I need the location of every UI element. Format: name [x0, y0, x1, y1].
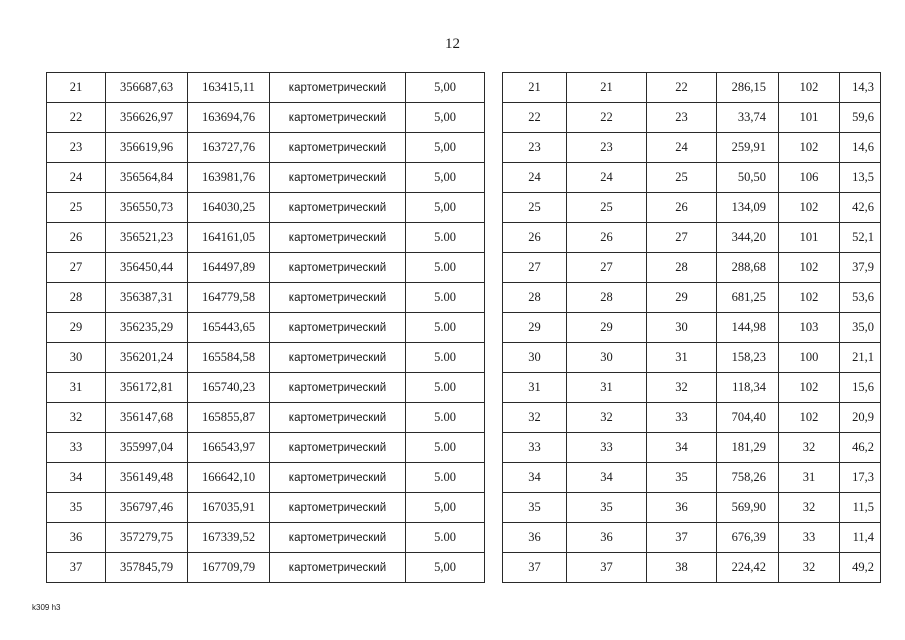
- y-coordinate-cell: 167035,91: [188, 493, 270, 523]
- length-cell: 704,40: [717, 403, 779, 433]
- value-cell: 13,5: [840, 163, 881, 193]
- value-cell: 53,6: [840, 283, 881, 313]
- point-number-cell: 37: [47, 553, 106, 583]
- y-coordinate-cell: 165740,23: [188, 373, 270, 403]
- method-cell: картометрический: [270, 433, 406, 463]
- point-number-cell: 35: [47, 493, 106, 523]
- code-cell: 106: [779, 163, 840, 193]
- to-point-cell: 27: [647, 223, 717, 253]
- accuracy-cell: 5,00: [406, 193, 485, 223]
- length-cell: 118,34: [717, 373, 779, 403]
- table-row: [503, 403, 881, 433]
- accuracy-cell: 5,00: [406, 163, 485, 193]
- from-point-cell: 23: [567, 133, 647, 163]
- method-cell: картометрический: [270, 373, 406, 403]
- method-cell: картометрический: [270, 523, 406, 553]
- accuracy-cell: 5.00: [406, 463, 485, 493]
- y-coordinate-cell: 163415,11: [188, 73, 270, 103]
- table-row: [503, 553, 881, 583]
- method-cell: картометрический: [270, 463, 406, 493]
- table-row: [47, 553, 485, 583]
- table-row: [503, 343, 881, 373]
- method-cell: картометрический: [270, 73, 406, 103]
- point-number-cell: 25: [47, 193, 106, 223]
- value-cell: 42,6: [840, 193, 881, 223]
- from-point-cell: 24: [567, 163, 647, 193]
- accuracy-cell: 5.00: [406, 433, 485, 463]
- accuracy-cell: 5.00: [406, 343, 485, 373]
- x-coordinate-cell: 356687,63: [106, 73, 188, 103]
- from-point-cell: 33: [567, 433, 647, 463]
- to-point-cell: 31: [647, 343, 717, 373]
- method-cell: картометрический: [270, 493, 406, 523]
- point-number-cell: 26: [47, 223, 106, 253]
- point-number-cell: 22: [47, 103, 106, 133]
- length-cell: 288,68: [717, 253, 779, 283]
- segment-number-cell: 23: [503, 133, 567, 163]
- point-number-cell: 21: [47, 73, 106, 103]
- segment-number-cell: 34: [503, 463, 567, 493]
- y-coordinate-cell: 164161,05: [188, 223, 270, 253]
- x-coordinate-cell: 356564,84: [106, 163, 188, 193]
- length-cell: 224,42: [717, 553, 779, 583]
- x-coordinate-cell: 356387,31: [106, 283, 188, 313]
- method-cell: картометрический: [270, 283, 406, 313]
- value-cell: 59,6: [840, 103, 881, 133]
- segment-number-cell: 32: [503, 403, 567, 433]
- x-coordinate-cell: 356147,68: [106, 403, 188, 433]
- length-cell: 181,29: [717, 433, 779, 463]
- from-point-cell: 31: [567, 373, 647, 403]
- code-cell: 102: [779, 133, 840, 163]
- table-row: [47, 403, 485, 433]
- table-row: [47, 223, 485, 253]
- segments-table: [502, 72, 881, 583]
- x-coordinate-cell: 356149,48: [106, 463, 188, 493]
- to-point-cell: 33: [647, 403, 717, 433]
- table-row: [47, 523, 485, 553]
- point-number-cell: 36: [47, 523, 106, 553]
- from-point-cell: 22: [567, 103, 647, 133]
- code-cell: 103: [779, 313, 840, 343]
- method-cell: картометрический: [270, 343, 406, 373]
- x-coordinate-cell: 356619,96: [106, 133, 188, 163]
- y-coordinate-cell: 167339,52: [188, 523, 270, 553]
- length-cell: 134,09: [717, 193, 779, 223]
- point-number-cell: 27: [47, 253, 106, 283]
- table-row: [503, 223, 881, 253]
- from-point-cell: 35: [567, 493, 647, 523]
- point-number-cell: 31: [47, 373, 106, 403]
- accuracy-cell: 5.00: [406, 253, 485, 283]
- table-row: [47, 313, 485, 343]
- accuracy-cell: 5.00: [406, 523, 485, 553]
- code-cell: 102: [779, 73, 840, 103]
- value-cell: 14,6: [840, 133, 881, 163]
- from-point-cell: 32: [567, 403, 647, 433]
- table-row: [503, 313, 881, 343]
- value-cell: 49,2: [840, 553, 881, 583]
- point-number-cell: 34: [47, 463, 106, 493]
- code-cell: 32: [779, 553, 840, 583]
- point-number-cell: 28: [47, 283, 106, 313]
- to-point-cell: 35: [647, 463, 717, 493]
- y-coordinate-cell: 166642,10: [188, 463, 270, 493]
- to-point-cell: 29: [647, 283, 717, 313]
- from-point-cell: 21: [567, 73, 647, 103]
- from-point-cell: 29: [567, 313, 647, 343]
- y-coordinate-cell: 163727,76: [188, 133, 270, 163]
- from-point-cell: 27: [567, 253, 647, 283]
- method-cell: картометрический: [270, 193, 406, 223]
- accuracy-cell: 5,00: [406, 73, 485, 103]
- table-row: [503, 493, 881, 523]
- method-cell: картометрический: [270, 163, 406, 193]
- length-cell: 158,23: [717, 343, 779, 373]
- table-row: [47, 103, 485, 133]
- x-coordinate-cell: 356521,23: [106, 223, 188, 253]
- table-row: [47, 283, 485, 313]
- accuracy-cell: 5,00: [406, 553, 485, 583]
- segment-number-cell: 24: [503, 163, 567, 193]
- length-cell: 33,74: [717, 103, 779, 133]
- point-number-cell: 32: [47, 403, 106, 433]
- from-point-cell: 26: [567, 223, 647, 253]
- x-coordinate-cell: 356626,97: [106, 103, 188, 133]
- accuracy-cell: 5.00: [406, 223, 485, 253]
- length-cell: 676,39: [717, 523, 779, 553]
- length-cell: 144,98: [717, 313, 779, 343]
- value-cell: 37,9: [840, 253, 881, 283]
- method-cell: картометрический: [270, 103, 406, 133]
- table-row: [503, 73, 881, 103]
- table-row: [503, 103, 881, 133]
- segment-number-cell: 30: [503, 343, 567, 373]
- segment-number-cell: 29: [503, 313, 567, 343]
- table-row: [503, 433, 881, 463]
- segment-number-cell: 25: [503, 193, 567, 223]
- table-row: [503, 283, 881, 313]
- segment-number-cell: 26: [503, 223, 567, 253]
- segment-number-cell: 22: [503, 103, 567, 133]
- code-cell: 102: [779, 193, 840, 223]
- segment-number-cell: 37: [503, 553, 567, 583]
- value-cell: 35,0: [840, 313, 881, 343]
- value-cell: 15,6: [840, 373, 881, 403]
- to-point-cell: 32: [647, 373, 717, 403]
- value-cell: 11,5: [840, 493, 881, 523]
- method-cell: картометрический: [270, 553, 406, 583]
- from-point-cell: 36: [567, 523, 647, 553]
- y-coordinate-cell: 165584,58: [188, 343, 270, 373]
- y-coordinate-cell: 166543,97: [188, 433, 270, 463]
- page-number: 12: [445, 36, 460, 52]
- table-row: [503, 133, 881, 163]
- x-coordinate-cell: 356235,29: [106, 313, 188, 343]
- length-cell: 259,91: [717, 133, 779, 163]
- from-point-cell: 28: [567, 283, 647, 313]
- to-point-cell: 36: [647, 493, 717, 523]
- code-cell: 101: [779, 223, 840, 253]
- y-coordinate-cell: 163981,76: [188, 163, 270, 193]
- to-point-cell: 37: [647, 523, 717, 553]
- table-row: [503, 193, 881, 223]
- y-coordinate-cell: 164779,58: [188, 283, 270, 313]
- value-cell: 52,1: [840, 223, 881, 253]
- method-cell: картометрический: [270, 313, 406, 343]
- length-cell: 286,15: [717, 73, 779, 103]
- table-row: [47, 193, 485, 223]
- code-cell: 102: [779, 253, 840, 283]
- segment-number-cell: 28: [503, 283, 567, 313]
- table-row: [503, 463, 881, 493]
- to-point-cell: 24: [647, 133, 717, 163]
- value-cell: 46,2: [840, 433, 881, 463]
- table-row: [47, 463, 485, 493]
- table-row: [47, 373, 485, 403]
- code-cell: 101: [779, 103, 840, 133]
- table-row: [503, 253, 881, 283]
- segment-number-cell: 33: [503, 433, 567, 463]
- table-row: [47, 493, 485, 523]
- accuracy-cell: 5,00: [406, 103, 485, 133]
- method-cell: картометрический: [270, 253, 406, 283]
- to-point-cell: 23: [647, 103, 717, 133]
- table-row: [47, 433, 485, 463]
- length-cell: 50,50: [717, 163, 779, 193]
- accuracy-cell: 5.00: [406, 313, 485, 343]
- method-cell: картометрический: [270, 133, 406, 163]
- table-row: [503, 373, 881, 403]
- point-number-cell: 23: [47, 133, 106, 163]
- to-point-cell: 25: [647, 163, 717, 193]
- code-cell: 32: [779, 433, 840, 463]
- table-row: [47, 163, 485, 193]
- x-coordinate-cell: 357279,75: [106, 523, 188, 553]
- segment-number-cell: 21: [503, 73, 567, 103]
- code-cell: 33: [779, 523, 840, 553]
- y-coordinate-cell: 164497,89: [188, 253, 270, 283]
- code-cell: 102: [779, 283, 840, 313]
- segment-number-cell: 27: [503, 253, 567, 283]
- y-coordinate-cell: 163694,76: [188, 103, 270, 133]
- point-number-cell: 29: [47, 313, 106, 343]
- segment-number-cell: 36: [503, 523, 567, 553]
- length-cell: 344,20: [717, 223, 779, 253]
- table-row: [503, 523, 881, 553]
- accuracy-cell: 5.00: [406, 403, 485, 433]
- to-point-cell: 28: [647, 253, 717, 283]
- x-coordinate-cell: 355997,04: [106, 433, 188, 463]
- footer-code: k309 h3: [32, 603, 61, 612]
- x-coordinate-cell: 356797,46: [106, 493, 188, 523]
- to-point-cell: 26: [647, 193, 717, 223]
- from-point-cell: 30: [567, 343, 647, 373]
- y-coordinate-cell: 167709,79: [188, 553, 270, 583]
- y-coordinate-cell: 165855,87: [188, 403, 270, 433]
- code-cell: 102: [779, 403, 840, 433]
- code-cell: 32: [779, 493, 840, 523]
- to-point-cell: 34: [647, 433, 717, 463]
- point-number-cell: 24: [47, 163, 106, 193]
- length-cell: 569,90: [717, 493, 779, 523]
- code-cell: 100: [779, 343, 840, 373]
- from-point-cell: 37: [567, 553, 647, 583]
- accuracy-cell: 5.00: [406, 373, 485, 403]
- table-row: [47, 253, 485, 283]
- value-cell: 20,9: [840, 403, 881, 433]
- value-cell: 14,3: [840, 73, 881, 103]
- to-point-cell: 22: [647, 73, 717, 103]
- segment-number-cell: 31: [503, 373, 567, 403]
- segment-number-cell: 35: [503, 493, 567, 523]
- y-coordinate-cell: 165443,65: [188, 313, 270, 343]
- from-point-cell: 34: [567, 463, 647, 493]
- value-cell: 11,4: [840, 523, 881, 553]
- accuracy-cell: 5,00: [406, 493, 485, 523]
- value-cell: 17,3: [840, 463, 881, 493]
- code-cell: 31: [779, 463, 840, 493]
- method-cell: картометрический: [270, 223, 406, 253]
- point-number-cell: 30: [47, 343, 106, 373]
- to-point-cell: 38: [647, 553, 717, 583]
- length-cell: 758,26: [717, 463, 779, 493]
- to-point-cell: 30: [647, 313, 717, 343]
- table-row: [47, 133, 485, 163]
- code-cell: 102: [779, 373, 840, 403]
- x-coordinate-cell: 356450,44: [106, 253, 188, 283]
- x-coordinate-cell: 356172,81: [106, 373, 188, 403]
- value-cell: 21,1: [840, 343, 881, 373]
- length-cell: 681,25: [717, 283, 779, 313]
- y-coordinate-cell: 164030,25: [188, 193, 270, 223]
- coordinates-table: [46, 72, 485, 583]
- table-row: [503, 163, 881, 193]
- point-number-cell: 33: [47, 433, 106, 463]
- accuracy-cell: 5,00: [406, 133, 485, 163]
- table-row: [47, 343, 485, 373]
- method-cell: картометрический: [270, 403, 406, 433]
- x-coordinate-cell: 357845,79: [106, 553, 188, 583]
- x-coordinate-cell: 356550,73: [106, 193, 188, 223]
- accuracy-cell: 5.00: [406, 283, 485, 313]
- x-coordinate-cell: 356201,24: [106, 343, 188, 373]
- table-row: [47, 73, 485, 103]
- from-point-cell: 25: [567, 193, 647, 223]
